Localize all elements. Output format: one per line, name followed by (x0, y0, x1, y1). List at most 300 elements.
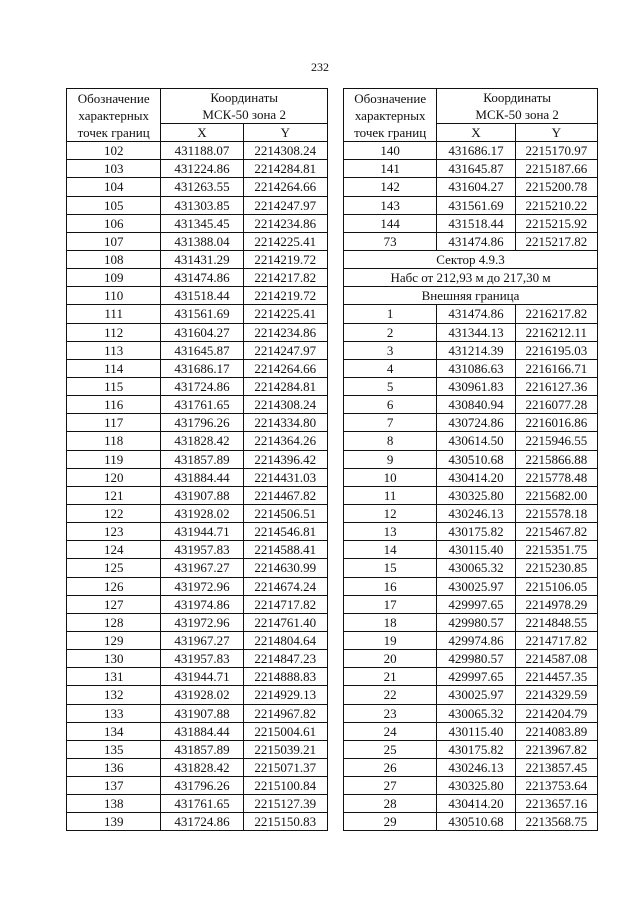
points-header-cell (67, 89, 161, 142)
y-coordinate-cell: 2213753.64 (515, 777, 597, 795)
table-row (67, 595, 328, 613)
x-coordinate-cell: 431604.27 (161, 323, 243, 341)
x-coordinate-cell: 429980.57 (437, 613, 515, 631)
y-coordinate-cell: 2216217.82 (515, 305, 597, 323)
y-coordinate-cell: 2214396.42 (243, 450, 327, 468)
x-coordinate-cell: 429997.65 (437, 668, 515, 686)
table-row (67, 232, 328, 250)
x-coordinate-cell: 431388.04 (161, 232, 243, 250)
x-coordinate-cell: 431907.88 (161, 486, 243, 504)
coordinates-header-line: Координаты (210, 90, 279, 105)
point-number-cell: 23 (344, 704, 437, 722)
table-row (344, 341, 598, 359)
coordinates-header-line: Координаты (483, 90, 552, 105)
right-table-body-bottom (344, 305, 598, 831)
y-coordinate-cell: 2213857.45 (515, 758, 597, 776)
point-number-cell: 122 (67, 504, 161, 522)
x-coordinate-cell: 429997.65 (437, 595, 515, 613)
point-number-cell: 16 (344, 577, 437, 595)
coordinates-table-right (343, 88, 598, 831)
y-coordinate-cell: 2215866.88 (515, 450, 597, 468)
y-coordinate-cell: 2214225.41 (243, 232, 327, 250)
y-coordinate-cell: 2214978.29 (515, 595, 597, 613)
table-row (67, 214, 328, 232)
table-row (67, 250, 328, 268)
x-coordinate-cell: 431796.26 (161, 414, 243, 432)
table-row (344, 377, 598, 395)
table-row (344, 396, 598, 414)
table-row (67, 650, 328, 668)
point-number-cell: 136 (67, 758, 161, 776)
table-row (67, 160, 328, 178)
point-number-cell: 130 (67, 650, 161, 668)
point-number-cell: 129 (67, 631, 161, 649)
point-number-cell: 123 (67, 523, 161, 541)
x-coordinate-cell: 430614.50 (437, 432, 515, 450)
point-number-cell: 8 (344, 432, 437, 450)
x-coordinate-cell: 431796.26 (161, 777, 243, 795)
table-row (344, 432, 598, 450)
point-number-cell: 107 (67, 232, 161, 250)
point-number-cell: 134 (67, 722, 161, 740)
y-coordinate-cell: 2215682.00 (515, 486, 597, 504)
table-row (67, 414, 328, 432)
y-coordinate-cell: 2214234.86 (243, 214, 327, 232)
x-coordinate-cell: 430065.32 (437, 559, 515, 577)
x-coordinate-cell: 430510.68 (437, 813, 515, 831)
y-header: Y (243, 124, 327, 142)
y-coordinate-cell: 2214587.08 (515, 650, 597, 668)
table-row (344, 160, 598, 178)
table-row (67, 613, 328, 631)
table-row (67, 432, 328, 450)
outer-boundary-label: Внешняя граница (344, 287, 598, 305)
table-row (344, 232, 598, 250)
y-coordinate-cell: 2214083.89 (515, 722, 597, 740)
boundary-row (344, 287, 598, 305)
table-row (67, 269, 328, 287)
point-number-cell: 103 (67, 160, 161, 178)
table-row (344, 504, 598, 522)
table-row (67, 668, 328, 686)
coordinates-header-line: МСК-50 зона 2 (475, 107, 559, 122)
table-row (344, 541, 598, 559)
point-number-cell: 26 (344, 758, 437, 776)
x-coordinate-cell: 431974.86 (161, 595, 243, 613)
table-row (344, 523, 598, 541)
point-number-cell: 120 (67, 468, 161, 486)
point-number-cell: 6 (344, 396, 437, 414)
table-row (344, 686, 598, 704)
x-coordinate-cell: 431967.27 (161, 559, 243, 577)
table-row (344, 323, 598, 341)
table-row (344, 668, 598, 686)
x-coordinate-cell: 431828.42 (161, 432, 243, 450)
x-coordinate-cell: 431857.89 (161, 740, 243, 758)
table-row (344, 450, 598, 468)
point-number-cell: 15 (344, 559, 437, 577)
x-coordinate-cell: 431344.13 (437, 323, 515, 341)
y-coordinate-cell: 2214264.66 (243, 178, 327, 196)
point-number-cell: 73 (344, 232, 437, 250)
sector-subtitle-row (344, 269, 598, 287)
point-number-cell: 115 (67, 377, 161, 395)
point-number-cell: 29 (344, 813, 437, 831)
point-number-cell: 131 (67, 668, 161, 686)
table-row (344, 777, 598, 795)
point-number-cell: 7 (344, 414, 437, 432)
sector-section (344, 250, 598, 304)
y-coordinate-cell: 2214506.51 (243, 504, 327, 522)
point-number-cell: 143 (344, 196, 437, 214)
y-coordinate-cell: 2215106.05 (515, 577, 597, 595)
point-number-cell: 104 (67, 178, 161, 196)
points-header-line: Обозначение (77, 90, 150, 106)
x-coordinate-cell: 431724.86 (161, 377, 243, 395)
x-coordinate-cell: 431214.39 (437, 341, 515, 359)
y-coordinate-cell: 2214848.55 (515, 613, 597, 631)
table-row (67, 559, 328, 577)
table-row (344, 196, 598, 214)
table-row (67, 305, 328, 323)
x-coordinate-cell: 431604.27 (437, 178, 515, 196)
x-coordinate-cell: 431957.83 (161, 650, 243, 668)
x-coordinate-cell: 430510.68 (437, 450, 515, 468)
y-coordinate-cell: 2216195.03 (515, 341, 597, 359)
x-coordinate-cell: 431857.89 (161, 450, 243, 468)
point-number-cell: 13 (344, 523, 437, 541)
table-row (67, 704, 328, 722)
point-number-cell: 108 (67, 250, 161, 268)
table-row (344, 305, 598, 323)
table-row (67, 631, 328, 649)
x-coordinate-cell: 429980.57 (437, 650, 515, 668)
y-coordinate-cell: 2213568.75 (515, 813, 597, 831)
table-row (67, 396, 328, 414)
x-coordinate-cell: 430724.86 (437, 414, 515, 432)
coordinates-header-cell (161, 89, 328, 124)
x-coordinate-cell: 430961.83 (437, 377, 515, 395)
y-coordinate-cell: 2216016.86 (515, 414, 597, 432)
right-table-body-top (344, 142, 598, 251)
x-coordinate-cell: 430246.13 (437, 758, 515, 776)
y-coordinate-cell: 2214804.64 (243, 631, 327, 649)
y-coordinate-cell: 2215217.82 (515, 232, 597, 250)
coordinates-header-cell (437, 89, 598, 124)
table-row (344, 178, 598, 196)
y-coordinate-cell: 2215150.83 (243, 813, 327, 831)
table-row (67, 178, 328, 196)
left-table-body (67, 142, 328, 831)
point-number-cell: 27 (344, 777, 437, 795)
table-row (344, 142, 598, 160)
table-row (344, 631, 598, 649)
x-header: X (161, 124, 243, 142)
x-coordinate-cell: 431928.02 (161, 504, 243, 522)
y-coordinate-cell: 2214284.81 (243, 377, 327, 395)
x-coordinate-cell: 431518.44 (161, 287, 243, 305)
x-coordinate-cell: 431828.42 (161, 758, 243, 776)
point-number-cell: 121 (67, 486, 161, 504)
x-coordinate-cell: 430325.80 (437, 486, 515, 504)
y-coordinate-cell: 2214308.24 (243, 142, 327, 160)
point-number-cell: 112 (67, 323, 161, 341)
table-row (344, 559, 598, 577)
y-coordinate-cell: 2214219.72 (243, 250, 327, 268)
x-coordinate-cell: 431884.44 (161, 468, 243, 486)
y-coordinate-cell: 2216127.36 (515, 377, 597, 395)
table-row (67, 196, 328, 214)
point-number-cell: 2 (344, 323, 437, 341)
table-row (344, 722, 598, 740)
points-header-line: точек границ (77, 124, 150, 140)
y-coordinate-cell: 2215039.21 (243, 740, 327, 758)
x-coordinate-cell: 430025.97 (437, 577, 515, 595)
y-coordinate-cell: 2214204.79 (515, 704, 597, 722)
y-coordinate-cell: 2215778.48 (515, 468, 597, 486)
points-header-line: характерных (78, 107, 150, 123)
y-coordinate-cell: 2215187.66 (515, 160, 597, 178)
x-coordinate-cell: 429974.86 (437, 631, 515, 649)
point-number-cell: 12 (344, 504, 437, 522)
table-row (67, 777, 328, 795)
x-coordinate-cell: 431431.29 (161, 250, 243, 268)
y-coordinate-cell: 2215004.61 (243, 722, 327, 740)
x-coordinate-cell: 431944.71 (161, 523, 243, 541)
point-number-cell: 110 (67, 287, 161, 305)
table-row (344, 740, 598, 758)
table-row (67, 686, 328, 704)
x-coordinate-cell: 431686.17 (437, 142, 515, 160)
y-coordinate-cell: 2214717.82 (243, 595, 327, 613)
point-number-cell: 113 (67, 341, 161, 359)
y-coordinate-cell: 2215071.37 (243, 758, 327, 776)
table-row (67, 504, 328, 522)
y-coordinate-cell: 2214217.82 (243, 269, 327, 287)
x-coordinate-cell: 431928.02 (161, 686, 243, 704)
x-coordinate-cell: 430246.13 (437, 504, 515, 522)
point-number-cell: 133 (67, 704, 161, 722)
y-coordinate-cell: 2214329.59 (515, 686, 597, 704)
table-row (67, 523, 328, 541)
table-row (344, 704, 598, 722)
point-number-cell: 17 (344, 595, 437, 613)
x-coordinate-cell: 430025.97 (437, 686, 515, 704)
x-header: X (437, 124, 515, 142)
points-header-line: характерных (354, 107, 426, 123)
y-coordinate-cell: 2214588.41 (243, 541, 327, 559)
table-row (344, 595, 598, 613)
x-coordinate-cell: 431645.87 (161, 341, 243, 359)
point-number-cell: 128 (67, 613, 161, 631)
y-coordinate-cell: 2214247.97 (243, 341, 327, 359)
x-coordinate-cell: 430414.20 (437, 795, 515, 813)
point-number-cell: 111 (67, 305, 161, 323)
point-number-cell: 138 (67, 795, 161, 813)
y-coordinate-cell: 2214674.24 (243, 577, 327, 595)
y-coordinate-cell: 2216166.71 (515, 359, 597, 377)
y-coordinate-cell: 2215230.85 (515, 559, 597, 577)
x-coordinate-cell: 430065.32 (437, 704, 515, 722)
y-coordinate-cell: 2214247.97 (243, 196, 327, 214)
y-coordinate-cell: 2215946.55 (515, 432, 597, 450)
point-number-cell: 5 (344, 377, 437, 395)
x-coordinate-cell: 431761.65 (161, 396, 243, 414)
y-coordinate-cell: 2214761.40 (243, 613, 327, 631)
x-coordinate-cell: 431645.87 (437, 160, 515, 178)
y-coordinate-cell: 2214546.81 (243, 523, 327, 541)
y-coordinate-cell: 2213657.16 (515, 795, 597, 813)
point-number-cell: 118 (67, 432, 161, 450)
x-coordinate-cell: 431967.27 (161, 631, 243, 649)
table-row (67, 722, 328, 740)
y-coordinate-cell: 2214717.82 (515, 631, 597, 649)
point-number-cell: 137 (67, 777, 161, 795)
x-coordinate-cell: 431086.63 (437, 359, 515, 377)
x-coordinate-cell: 431972.96 (161, 613, 243, 631)
x-coordinate-cell: 431303.85 (161, 196, 243, 214)
x-coordinate-cell: 431474.86 (161, 269, 243, 287)
y-coordinate-cell: 2214467.82 (243, 486, 327, 504)
table-row (344, 486, 598, 504)
table-row (67, 795, 328, 813)
point-number-cell: 125 (67, 559, 161, 577)
table-row (67, 468, 328, 486)
y-coordinate-cell: 2214457.35 (515, 668, 597, 686)
table-row (344, 813, 598, 831)
y-coordinate-cell: 2214847.23 (243, 650, 327, 668)
x-coordinate-cell: 431561.69 (437, 196, 515, 214)
x-coordinate-cell: 431224.86 (161, 160, 243, 178)
y-coordinate-cell: 2214364.26 (243, 432, 327, 450)
x-coordinate-cell: 430325.80 (437, 777, 515, 795)
coordinates-header-line: МСК-50 зона 2 (202, 107, 286, 122)
y-coordinate-cell: 2215127.39 (243, 795, 327, 813)
x-coordinate-cell: 431724.86 (161, 813, 243, 831)
point-number-cell: 1 (344, 305, 437, 323)
x-coordinate-cell: 431474.86 (437, 232, 515, 250)
table-row (67, 377, 328, 395)
point-number-cell: 14 (344, 541, 437, 559)
y-coordinate-cell: 2214219.72 (243, 287, 327, 305)
x-coordinate-cell: 431972.96 (161, 577, 243, 595)
point-number-cell: 116 (67, 396, 161, 414)
point-number-cell: 4 (344, 359, 437, 377)
x-coordinate-cell: 430115.40 (437, 541, 515, 559)
point-number-cell: 139 (67, 813, 161, 831)
point-number-cell: 141 (344, 160, 437, 178)
x-coordinate-cell: 430414.20 (437, 468, 515, 486)
point-number-cell: 18 (344, 613, 437, 631)
x-coordinate-cell: 431907.88 (161, 704, 243, 722)
y-coordinate-cell: 2214431.03 (243, 468, 327, 486)
points-header-line: точек границ (354, 124, 427, 140)
table-row (67, 486, 328, 504)
table-row (344, 468, 598, 486)
x-coordinate-cell: 430115.40 (437, 722, 515, 740)
table-row (344, 613, 598, 631)
point-number-cell: 20 (344, 650, 437, 668)
point-number-cell: 10 (344, 468, 437, 486)
y-coordinate-cell: 2213967.82 (515, 740, 597, 758)
point-number-cell: 114 (67, 359, 161, 377)
point-number-cell: 124 (67, 541, 161, 559)
table-row (67, 740, 328, 758)
x-coordinate-cell: 431944.71 (161, 668, 243, 686)
x-coordinate-cell: 431686.17 (161, 359, 243, 377)
y-coordinate-cell: 2214630.99 (243, 559, 327, 577)
x-coordinate-cell: 431474.86 (437, 305, 515, 323)
point-number-cell: 109 (67, 269, 161, 287)
table-row (67, 541, 328, 559)
x-coordinate-cell: 431518.44 (437, 214, 515, 232)
y-coordinate-cell: 2214264.66 (243, 359, 327, 377)
x-coordinate-cell: 430175.82 (437, 523, 515, 541)
x-coordinate-cell: 431263.55 (161, 178, 243, 196)
sector-height-range: Набс от 212,93 м до 217,30 м (344, 269, 598, 287)
y-coordinate-cell: 2214334.80 (243, 414, 327, 432)
point-number-cell: 28 (344, 795, 437, 813)
y-coordinate-cell: 2215200.78 (515, 178, 597, 196)
y-coordinate-cell: 2215215.92 (515, 214, 597, 232)
table-row (67, 813, 328, 831)
point-number-cell: 126 (67, 577, 161, 595)
table-row (344, 359, 598, 377)
y-header: Y (515, 124, 597, 142)
x-coordinate-cell: 431884.44 (161, 722, 243, 740)
y-coordinate-cell: 2214929.13 (243, 686, 327, 704)
y-coordinate-cell: 2214967.82 (243, 704, 327, 722)
y-coordinate-cell: 2215100.84 (243, 777, 327, 795)
y-coordinate-cell: 2215578.18 (515, 504, 597, 522)
sector-title: Сектор 4.9.3 (344, 250, 598, 268)
x-coordinate-cell: 431561.69 (161, 305, 243, 323)
y-coordinate-cell: 2216077.28 (515, 396, 597, 414)
table-row (344, 214, 598, 232)
coordinates-table-left (66, 88, 328, 831)
y-coordinate-cell: 2215210.22 (515, 196, 597, 214)
table-row (344, 577, 598, 595)
table-row (67, 323, 328, 341)
x-coordinate-cell: 430840.94 (437, 396, 515, 414)
table-row (344, 758, 598, 776)
table-row (67, 758, 328, 776)
x-coordinate-cell: 431345.45 (161, 214, 243, 232)
point-number-cell: 132 (67, 686, 161, 704)
point-number-cell: 21 (344, 668, 437, 686)
y-coordinate-cell: 2214888.83 (243, 668, 327, 686)
y-coordinate-cell: 2215351.75 (515, 541, 597, 559)
table-row (67, 577, 328, 595)
y-coordinate-cell: 2214284.81 (243, 160, 327, 178)
y-coordinate-cell: 2215467.82 (515, 523, 597, 541)
table-row (67, 341, 328, 359)
point-number-cell: 119 (67, 450, 161, 468)
y-coordinate-cell: 2215170.97 (515, 142, 597, 160)
x-coordinate-cell: 431188.07 (161, 142, 243, 160)
table-row (344, 414, 598, 432)
table-row (67, 142, 328, 160)
x-coordinate-cell: 431957.83 (161, 541, 243, 559)
point-number-cell: 135 (67, 740, 161, 758)
table-row (67, 359, 328, 377)
point-number-cell: 19 (344, 631, 437, 649)
x-coordinate-cell: 431761.65 (161, 795, 243, 813)
points-header-line: Обозначение (354, 90, 427, 106)
point-number-cell: 9 (344, 450, 437, 468)
table-row (67, 287, 328, 305)
x-coordinate-cell: 430175.82 (437, 740, 515, 758)
